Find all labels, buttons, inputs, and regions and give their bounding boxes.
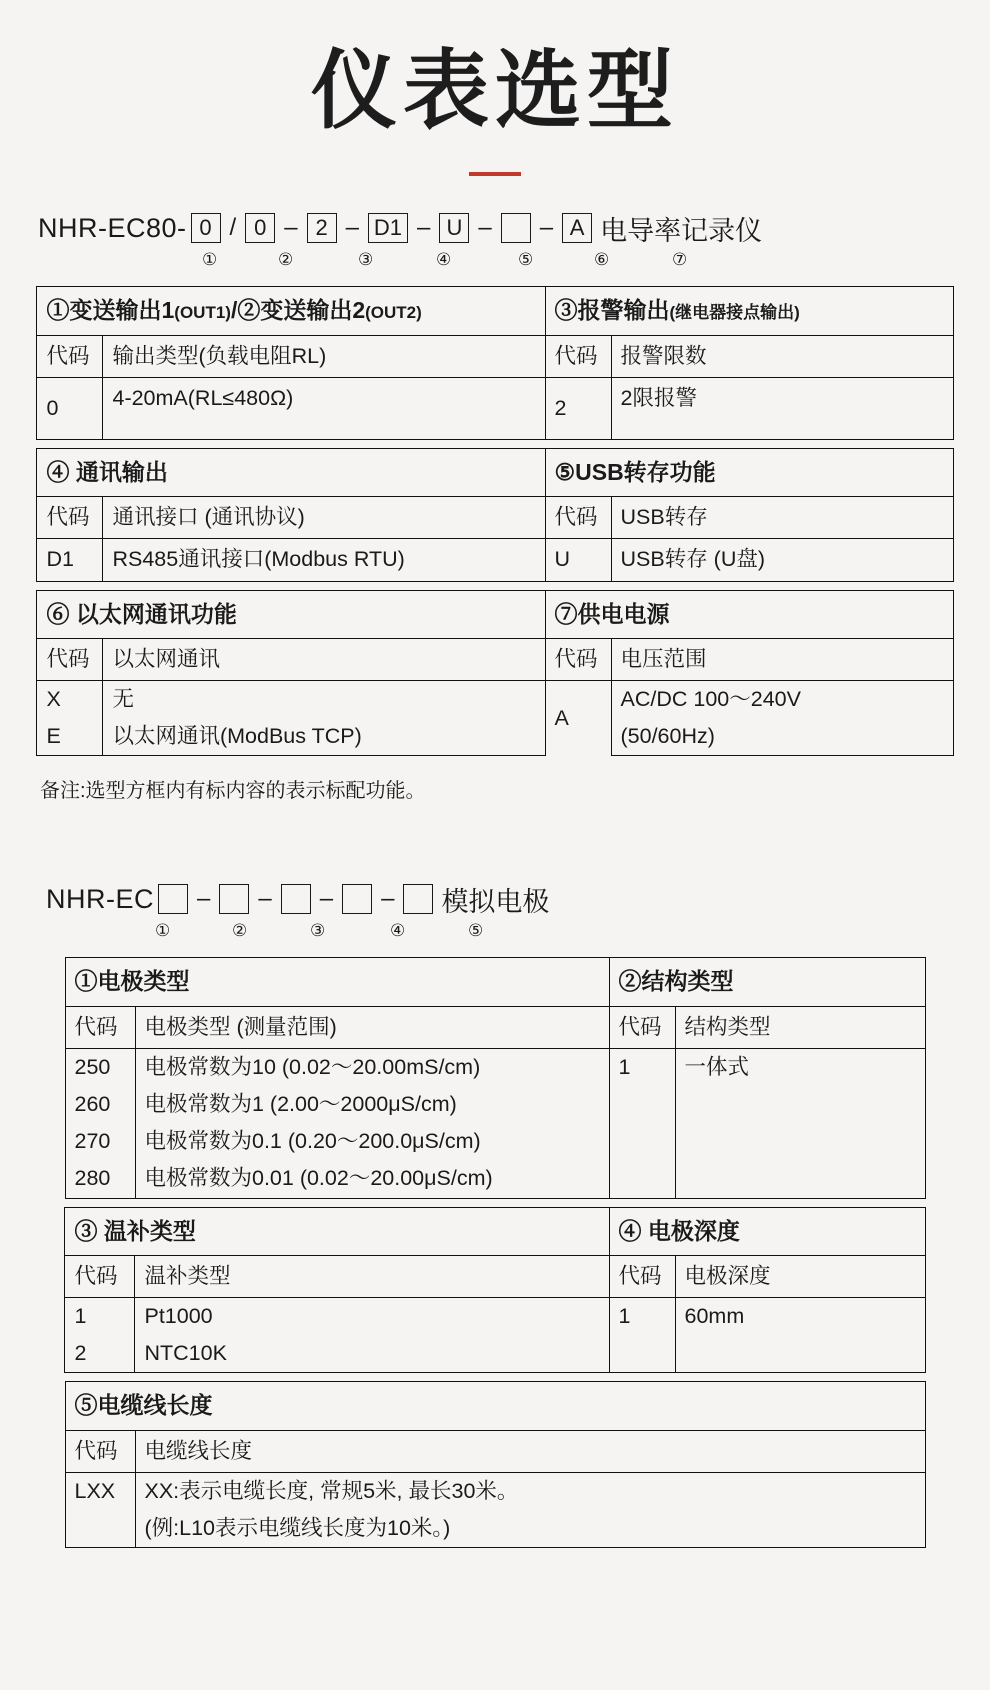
table6-col-len: 电缆线长度 — [135, 1430, 925, 1472]
table-row — [65, 1255, 925, 1297]
table-row — [65, 1298, 925, 1336]
model2-index-1: ① — [155, 921, 171, 941]
table2-col-code-right: 代码 — [545, 497, 611, 539]
table3-row1-value-right: AC/DC 100～240V — [611, 681, 953, 719]
model2-code-4[interactable] — [342, 884, 372, 914]
table4-row4-value: 电极常数为0.01 (0.02～20.00μS/cm) — [135, 1160, 609, 1198]
table6-row1-code: LXX — [65, 1472, 135, 1510]
table1-row1-value: 4-20mA(RL≤480Ω) — [103, 377, 545, 439]
note-standard-config: 备注:选型方框内有标内容的表示标配功能。 — [40, 780, 426, 803]
table-row — [65, 1430, 925, 1472]
table-cable-length — [65, 1381, 926, 1548]
table4-row2-code: 260 — [65, 1086, 135, 1123]
table5-row2-code: 2 — [65, 1335, 135, 1373]
table4-row4-code: 280 — [65, 1160, 135, 1198]
table1-col-type: 输出类型(负载电阻RL) — [103, 335, 545, 377]
table3-header-left: ⑥ 以太网通讯功能 — [37, 590, 545, 638]
table-row — [65, 1207, 925, 1255]
table3-row2-value: 以太网通讯(ModBus TCP) — [103, 718, 545, 756]
table5-header-right: ④ 电极深度 — [609, 1207, 925, 1255]
table4-row1-code-right: 1 — [609, 1048, 675, 1198]
table5-col-depth: 电极深度 — [675, 1255, 925, 1297]
table2-row1-code: D1 — [37, 539, 103, 581]
model1-code-1[interactable]: 0 — [191, 213, 221, 243]
model2-sep-3: – — [319, 885, 334, 913]
table4-col-code-right: 代码 — [609, 1006, 675, 1048]
model1-sep-4: – — [417, 214, 431, 242]
model2-sep-2: – — [258, 885, 272, 913]
table6-row1-value: XX:表示电缆长度, 常规5米, 最长30米。 — [135, 1472, 925, 1510]
table6-row2-code — [65, 1510, 135, 1548]
table1-col-code-left: 代码 — [37, 335, 103, 377]
table5-col-code-right: 代码 — [609, 1255, 675, 1297]
model1-code-5[interactable]: U — [439, 213, 469, 243]
table-temp-depth — [64, 1207, 925, 1374]
model2-index-2: ② — [232, 921, 248, 941]
model1-index-3: ③ — [358, 250, 374, 270]
table-electrode-type — [65, 957, 926, 1198]
table-row — [65, 1510, 925, 1548]
table3-col-volt: 电压范围 — [611, 638, 953, 680]
model2-prefix: NHR-EC — [46, 883, 154, 914]
table5-row1-code: 1 — [65, 1298, 135, 1336]
model1-code-4[interactable]: D1 — [368, 213, 408, 243]
table-row — [65, 1472, 925, 1510]
model2-index-3: ③ — [310, 921, 326, 941]
table3-row2-code: E — [37, 718, 103, 756]
model-code-line-2 — [0, 877, 990, 921]
model1-suffix: 电导率记录仪 — [600, 215, 763, 246]
table2-col-code-left: 代码 — [37, 497, 103, 539]
table-row — [37, 590, 953, 638]
table2-row1-code-right: U — [545, 539, 611, 581]
model1-code-6[interactable] — [501, 213, 531, 243]
table-row — [37, 497, 953, 539]
table1-row1-code: 0 — [37, 377, 103, 439]
table2-row1-value-right: USB转存 (U盘) — [611, 539, 953, 581]
table5-col-code-left: 代码 — [65, 1255, 135, 1297]
table3-col-code-right: 代码 — [545, 638, 611, 680]
table-output-alarm — [36, 286, 953, 440]
model2-code-5[interactable] — [403, 884, 433, 914]
table4-col-code-left: 代码 — [65, 1006, 135, 1048]
table3-row2-value-right: (50/60Hz) — [611, 718, 953, 756]
table-row — [65, 1048, 925, 1086]
table1-header-right: ③报警输出(继电器接点输出) — [545, 287, 953, 335]
table3-row1-value: 无 — [103, 681, 545, 719]
model2-code-2[interactable] — [219, 884, 249, 914]
table6-header: ⑤电缆线长度 — [65, 1382, 925, 1430]
table4-row1-value: 电极常数为10 (0.02～20.00mS/cm) — [135, 1048, 609, 1086]
table3-header-right: ⑦供电电源 — [545, 590, 953, 638]
table5-row1-code-right: 1 — [609, 1298, 675, 1373]
table4-header-right: ②结构类型 — [609, 958, 925, 1006]
table4-col-struct: 结构类型 — [675, 1006, 925, 1048]
model1-sep-2: – — [284, 214, 298, 242]
model1-index-2: ② — [278, 250, 294, 270]
table4-row3-code: 270 — [65, 1123, 135, 1160]
model2-code-3[interactable] — [281, 884, 311, 914]
table2-header-right: ⑤USB转存功能 — [545, 448, 953, 496]
table-row — [65, 1006, 925, 1048]
model2-suffix: 模拟电极 — [441, 886, 550, 917]
table4-col-type: 电极类型 (测量范围) — [135, 1006, 609, 1048]
table5-row2-value: NTC10K — [135, 1335, 609, 1373]
table-row — [37, 718, 953, 756]
table5-row1-value-right: 60mm — [675, 1298, 925, 1373]
table1-header-left: ①变送输出1(OUT1)/②变送输出2(OUT2) — [37, 287, 545, 335]
title-divider — [469, 172, 521, 176]
model1-sep-6: – — [539, 214, 554, 242]
table3-row1-code-right: A — [545, 681, 611, 756]
table6-row1-value2: (例:L10表示电缆线长度为10米。) — [135, 1510, 925, 1548]
table-row — [37, 448, 953, 496]
table-row — [37, 638, 953, 680]
table2-col-usb: USB转存 — [611, 497, 953, 539]
model-code-line-1 — [0, 206, 990, 250]
model2-sep-1: – — [197, 885, 211, 913]
model2-code-1[interactable] — [158, 884, 188, 914]
table-comm-usb — [36, 448, 953, 582]
model1-sep-5: – — [478, 214, 492, 242]
model1-index-6: ⑥ — [594, 250, 610, 270]
model1-code-7[interactable]: A — [562, 213, 592, 243]
table4-row1-code: 250 — [65, 1048, 135, 1086]
model-prefix: NHR-EC80- — [38, 212, 187, 243]
model1-index-1: ① — [202, 250, 218, 270]
model1-index-7: ⑦ — [672, 250, 688, 270]
table1-row1-value-right: 2限报警 — [611, 377, 953, 439]
model1-sep-1: / — [229, 214, 237, 242]
table2-row1-value: RS485通讯接口(Modbus RTU) — [103, 539, 545, 581]
table4-header-left: ①电极类型 — [65, 958, 609, 1006]
table1-col-code-right: 代码 — [545, 335, 611, 377]
table4-row3-value: 电极常数为0.1 (0.20～200.0μS/cm) — [135, 1123, 609, 1160]
table1-row1-code-right: 2 — [545, 377, 611, 439]
table-row — [37, 681, 953, 719]
model2-index-5: ⑤ — [468, 921, 484, 941]
table4-row2-value: 电极常数为1 (2.00～2000μS/cm) — [135, 1086, 609, 1123]
table-row — [37, 539, 953, 581]
table5-row1-value: Pt1000 — [135, 1298, 609, 1336]
model2-index-4: ④ — [390, 921, 406, 941]
table-row — [37, 377, 953, 439]
table2-header-left: ④ 通讯输出 — [37, 448, 545, 496]
table5-col-temp: 温补类型 — [135, 1255, 609, 1297]
table-ethernet-power — [36, 590, 953, 757]
model2-sep-4: – — [381, 885, 395, 913]
model1-code-3[interactable]: 2 — [307, 213, 337, 243]
model1-code-2[interactable]: 0 — [245, 213, 275, 243]
table2-col-iface: 通讯接口 (通讯协议) — [103, 497, 545, 539]
table4-row1-value-right: 一体式 — [675, 1048, 925, 1198]
table-row — [65, 1382, 925, 1430]
model1-sep-3: – — [345, 214, 359, 242]
table5-header-left: ③ 温补类型 — [65, 1207, 609, 1255]
table3-row1-code: X — [37, 681, 103, 719]
table-row — [37, 335, 953, 377]
model1-index-4: ④ — [436, 250, 452, 270]
model1-index-row — [0, 250, 990, 278]
table1-col-alarm: 报警限数 — [611, 335, 953, 377]
model1-index-5: ⑤ — [518, 250, 534, 270]
model2-index-row — [0, 921, 990, 949]
table3-col-code-left: 代码 — [37, 638, 103, 680]
table-row — [37, 287, 953, 335]
table6-col-code: 代码 — [65, 1430, 135, 1472]
table3-col-eth: 以太网通讯 — [103, 638, 545, 680]
page-title: 仪表选型 — [311, 43, 679, 139]
table-row — [65, 958, 925, 1006]
